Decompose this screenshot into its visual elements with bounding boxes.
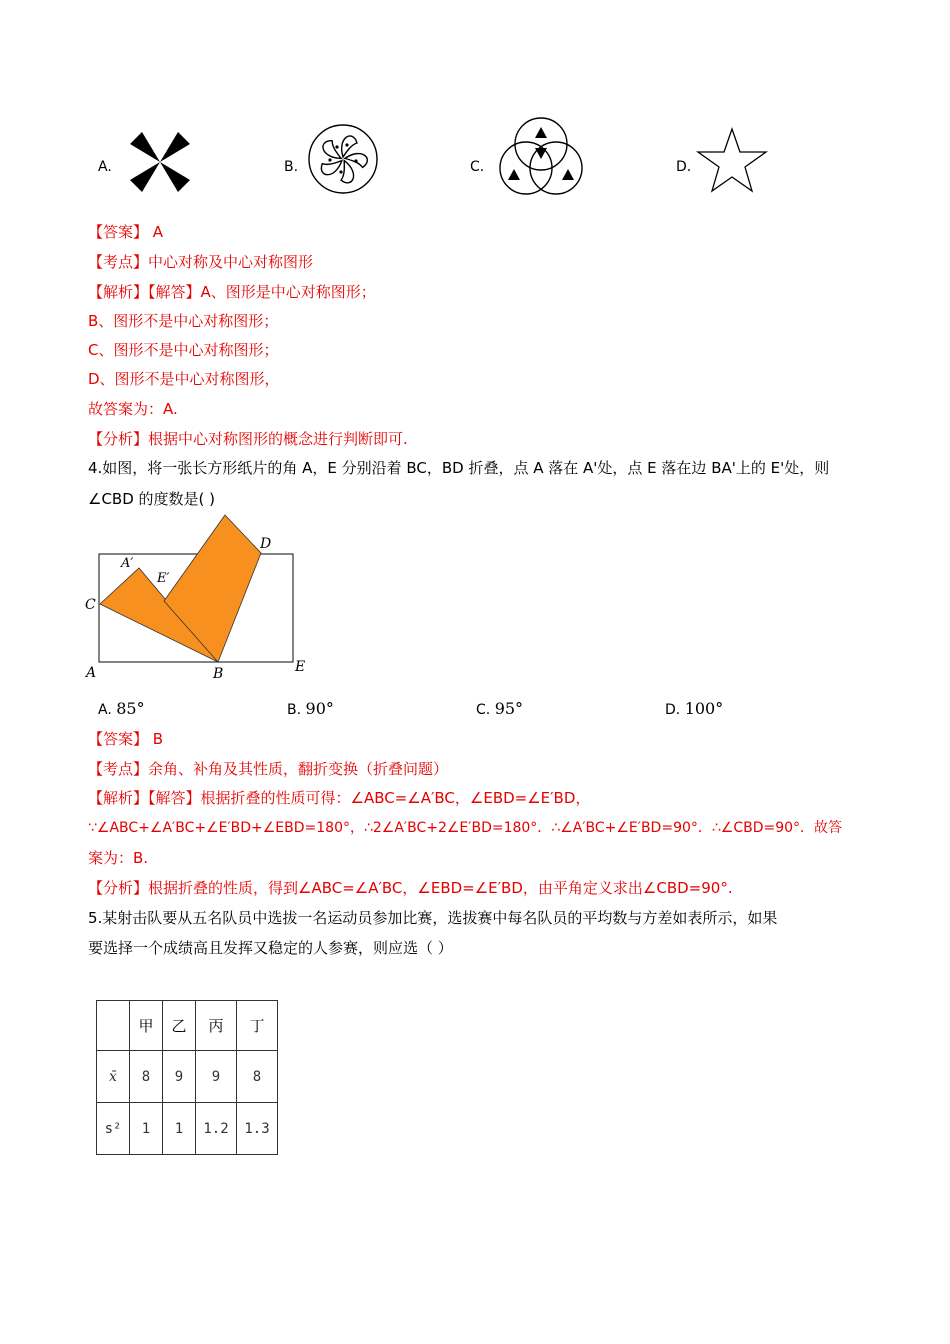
label-a: A	[86, 665, 97, 680]
label-c: C	[85, 597, 96, 613]
q3-topic: 【考点】中心对称及中心对称图形	[88, 253, 314, 271]
label-b: B	[213, 666, 224, 680]
label-a-prime: A′	[121, 556, 134, 571]
header-yi: 乙	[163, 1001, 196, 1051]
variance-jia: 1	[130, 1103, 163, 1155]
fold-figure	[80, 510, 320, 680]
variance-bing: 1.2	[196, 1103, 237, 1155]
q4-option-a-value: 85°	[116, 699, 145, 718]
q3-analysis-line-1: 【解析】【解答】A、图形是中心对称图形；	[88, 283, 376, 301]
table-header-row	[97, 1001, 278, 1051]
q4-option-b	[287, 700, 334, 719]
table-row-mean	[97, 1051, 278, 1103]
q3-analysis-line-4: D、图形不是中心对称图形，	[88, 370, 280, 388]
header-ding: 丁	[237, 1001, 278, 1051]
variance-yi: 1	[163, 1103, 196, 1155]
q3-option-a-letter: A.	[98, 159, 112, 175]
label-d: D	[260, 536, 272, 552]
q4-option-c-value: 95°	[494, 699, 524, 718]
q4-answer: 【答案】 B	[88, 730, 164, 748]
stats-table	[96, 1000, 278, 1155]
q5-stem-line-2: 要选择一个成绩高且发挥又稳定的人参赛，则应选（ ）	[88, 939, 453, 957]
q4-option-a	[98, 700, 145, 719]
mean-bing: 9	[196, 1051, 237, 1103]
q3-option-d-letter: D.	[676, 159, 692, 175]
star-icon	[694, 126, 770, 194]
q4-option-d-value: 100°	[684, 699, 724, 718]
trefoil-triangles-icon	[494, 114, 588, 196]
q3-answer: 【答案】 A	[88, 223, 164, 241]
q3-analysis-line-3: C、图形不是中心对称图形；	[88, 341, 279, 359]
q3-option-c-letter: C.	[470, 159, 485, 175]
q4-option-b-value: 90°	[305, 699, 334, 718]
header-bing: 丙	[196, 1001, 237, 1051]
bauhinia-flag-icon	[302, 122, 384, 196]
q4-analysis-line-2: ∵∠ABC+∠A′BC+∠E′BD+∠EBD=180°，∴2∠A′BC+2∠E′BD=180°．∴∠A′BC+∠E′BD=90°．∴∠CBD=90°．故答	[88, 820, 843, 836]
q4-option-d	[665, 700, 723, 719]
table-corner-cell	[97, 1001, 130, 1051]
q3-analysis-line-2: B、图形不是中心对称图形；	[88, 312, 279, 330]
q4-option-d-letter: D.	[665, 702, 681, 718]
variance-ding: 1.3	[237, 1103, 278, 1155]
mean-jia: 8	[130, 1051, 163, 1103]
header-jia: 甲	[130, 1001, 163, 1051]
q4-option-a-letter: A.	[98, 702, 112, 718]
q4-topic: 【考点】余角、补角及其性质，翻折变换（折叠问题）	[88, 760, 449, 778]
label-e: E	[295, 659, 306, 675]
pinwheel-icon	[124, 130, 196, 194]
q4-analysis-line-3: 案为：B.	[88, 849, 149, 867]
q4-comment: 【分析】根据折叠的性质，得到∠ABC=∠A′BC，∠EBD=∠E′BD，由平角定义求出∠CBD=90°.	[88, 879, 733, 897]
q5-stem-line-1: 5.某射击队要从五名队员中选拔一名运动员参加比赛，选拔赛中每名队员的平均数与方差如表所示，如果	[88, 909, 778, 927]
mean-yi: 9	[163, 1051, 196, 1103]
q3-option-b-letter: B.	[284, 159, 299, 175]
mean-label: x̄	[97, 1051, 130, 1103]
q4-stem-line-1: 4.如图，将一张长方形纸片的角 A，E 分别沿着 BC，BD 折叠，点 A 落在 A'处，点 E 落在边 BA'上的 E'处，则	[88, 459, 830, 477]
q4-stem-line-2: ∠CBD 的度数是( )	[88, 490, 216, 508]
q3-comment: 【分析】根据中心对称图形的概念进行判断即可.	[88, 430, 408, 448]
table-row-variance	[97, 1103, 278, 1155]
q3-analysis-line-5: 故答案为：A.	[88, 400, 178, 418]
mean-ding: 8	[237, 1051, 278, 1103]
q4-analysis-line-1: 【解析】【解答】根据折叠的性质可得：∠ABC=∠A′BC，∠EBD=∠E′BD，	[88, 789, 591, 807]
q4-option-c	[476, 700, 523, 719]
q4-option-c-letter: C.	[476, 702, 491, 718]
q4-option-b-letter: B.	[287, 702, 302, 718]
label-e-prime: E′	[157, 571, 170, 586]
variance-label: s²	[97, 1103, 130, 1155]
